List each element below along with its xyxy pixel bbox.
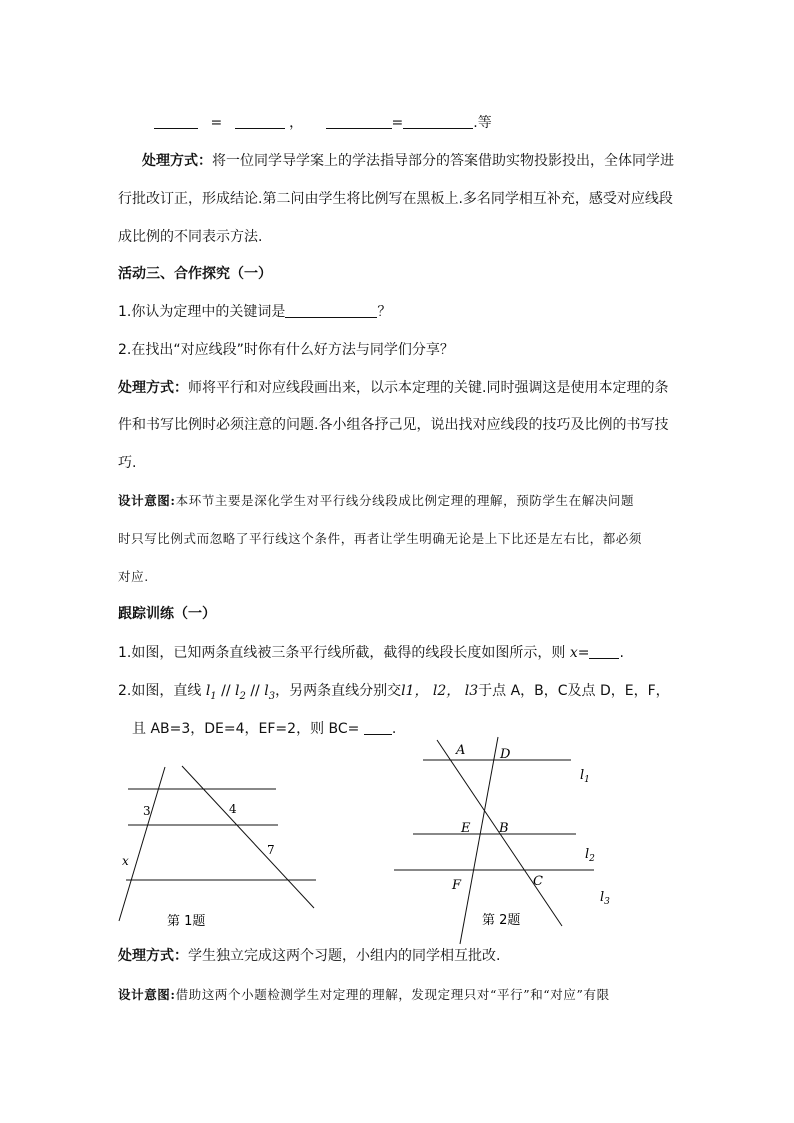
activity-3-question-1	[118, 302, 391, 322]
design-intent-1-line-1	[118, 491, 634, 511]
design-intent-2	[118, 985, 610, 1005]
parallel-symbol: //	[216, 683, 236, 699]
method-paragraph-3	[118, 946, 500, 966]
transversal-right	[182, 766, 314, 908]
question-text: ，另两条直线分别交	[275, 683, 402, 699]
figure-2-caption: 第 2题	[482, 913, 521, 928]
practice-question-2-line-2	[132, 719, 396, 739]
question-text: 于点 A，B，C及点 D，E，F，	[478, 683, 670, 699]
segment-label-7: 7	[267, 843, 275, 857]
paragraph-text: 借助这两个小题检测学生对定理的理解，发现定理只对“平行”和“对应”有限	[175, 987, 610, 1002]
design-intent-1-line-2: 时只写比例式而忽略了平行线这个条件，再者让学生明确无论是上下比还是左右比，都必须	[118, 531, 643, 546]
practice-heading: 跟踪训练（一）	[118, 606, 216, 622]
point-D: D	[500, 747, 511, 762]
paragraph-text: 师将平行和对应线段画出来，以示本定理的关键.同时强调这是使用本定理的条	[188, 380, 669, 396]
paragraph-text: 本环节主要是深化学生对平行线分线段成比例定理的理解，预防学生在解决问题	[175, 493, 635, 508]
variable-x: x	[569, 645, 578, 661]
proportion-blanks-line	[154, 113, 492, 133]
answer-blank	[364, 720, 392, 735]
segment-label-3: 3	[143, 804, 151, 818]
method-paragraph-2-line-3: 巧.	[118, 455, 137, 471]
method-label: 处理方式：	[118, 380, 188, 396]
question-text: 1.如图，已知两条直线被三条平行线所截，截得的线段长度如图所示，则	[118, 645, 570, 661]
point-F: F	[452, 878, 462, 893]
line-name-l: l	[264, 683, 269, 699]
activity-3-heading: 活动三、合作探究（一）	[118, 266, 272, 282]
design-label: 设计意图:	[118, 987, 176, 1002]
parallel-symbol: //	[245, 683, 265, 699]
answer-blank	[326, 114, 392, 129]
answer-blank	[589, 644, 619, 659]
period: .	[619, 645, 624, 661]
figure-1-caption: 第 1题	[167, 914, 206, 929]
subscript: 2	[239, 690, 246, 702]
line-list: l1， l2， l3	[401, 683, 479, 699]
answer-blank	[285, 303, 377, 318]
segment-label-x: x	[122, 854, 129, 868]
line-name-l: l	[205, 683, 211, 699]
activity-3-question-2: 2.在找出“对应线段”时你有什么好方法与同学们分享？	[118, 342, 454, 358]
equals-sign: =	[577, 645, 590, 661]
point-C: C	[533, 874, 543, 889]
equals-sign: =	[391, 115, 404, 131]
line-label-l3: $l_3$	[600, 890, 610, 907]
practice-question-2-line-1	[118, 681, 670, 707]
method-label: 处理方式：	[142, 153, 212, 169]
equals-sign: =	[210, 115, 223, 131]
question-mark: ？	[377, 304, 392, 320]
paragraph-text: 将一位同学导学案上的学法指导部分的答案借助实物投影投出，全体同学进	[212, 153, 674, 169]
subscript: 3	[268, 690, 276, 702]
answer-blank	[154, 114, 198, 129]
method-label: 处理方式：	[118, 948, 188, 964]
subscript: 1	[210, 690, 217, 702]
method-paragraph-1-line-1	[142, 151, 674, 171]
design-label: 设计意图:	[118, 493, 176, 508]
question-text: 1.你认为定理中的关键词是	[118, 304, 286, 320]
transversal-left	[119, 767, 165, 921]
point-B: B	[499, 821, 509, 836]
question-text: 且 AB=3，DE=4，EF=2，则 BC=	[132, 721, 364, 737]
method-paragraph-1-line-2: 行批改订正，形成结论.第二问由学生将比例写在黑板上.多名同学相互补充，感受对应线段	[118, 191, 673, 207]
segment-label-4: 4	[229, 802, 237, 816]
question-text: 2.如图，直线	[118, 683, 206, 699]
method-paragraph-1-line-3: 成比例的不同表示方法.	[118, 229, 263, 245]
point-A: A	[456, 743, 466, 758]
method-paragraph-2-line-1	[118, 378, 668, 398]
paragraph-text: 学生独立完成这两个习题，小组内的同学相互批改.	[188, 948, 501, 964]
line-label-l2: $l_2$	[585, 847, 595, 864]
period: .	[391, 721, 397, 737]
practice-question-1	[118, 643, 624, 663]
etc-text: .等	[473, 115, 492, 131]
line-label-l1: $l_1$	[580, 768, 590, 785]
line-name-l: l	[235, 683, 240, 699]
method-paragraph-2-line-2: 件和书写比例时必须注意的问题.各小组各抒己见，说出找对应线段的技巧及比例的书写技	[118, 417, 669, 433]
design-intent-1-line-3: 对应.	[118, 569, 149, 584]
figure-1-diagram	[112, 762, 324, 934]
comma: ，	[289, 115, 304, 131]
answer-blank	[235, 114, 285, 129]
point-E: E	[461, 821, 471, 836]
figure-2-diagram	[390, 734, 630, 956]
answer-blank	[403, 114, 473, 129]
